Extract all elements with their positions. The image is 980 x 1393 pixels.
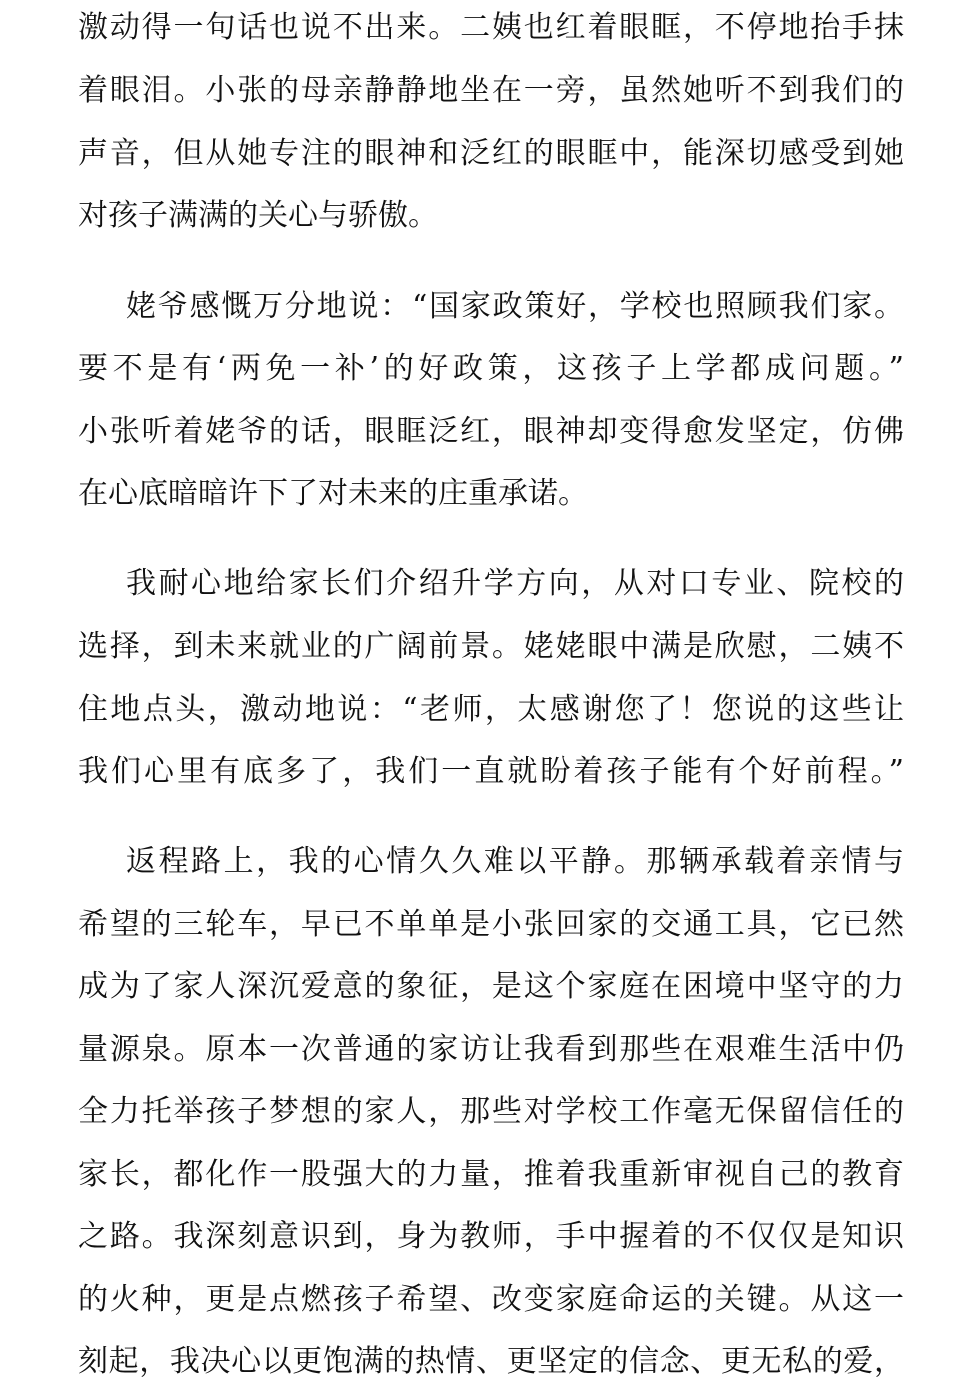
paragraph-4-line-6: 家长，都化作一股强大的力量，推着我重新审视自己的教育	[78, 1157, 904, 1192]
paragraph-4-line-5: 全力托举孩子梦想的家人，那些对学校工作毫无保留信任的	[78, 1094, 904, 1129]
paragraph-4-line-3: 成为了家人深沉爱意的象征，是这个家庭在困境中坚守的力	[78, 969, 904, 1004]
paragraph-2-line-2: 要不是有‘两免一补’的好政策，这孩子上学都成问题。”	[78, 351, 904, 386]
paragraph-4-line-4: 量源泉。原本一次普通的家访让我看到那些在艰难生活中仍	[78, 1032, 904, 1067]
paragraph-4-line-2: 希望的三轮车，早已不单单是小张回家的交通工具，它已然	[78, 907, 904, 942]
paragraph-3-line-1: 我耐心地给家长们介绍升学方向，从对口专业、院校的	[126, 566, 904, 601]
paragraph-3-line-2: 选择，到未来就业的广阔前景。姥姥眼中满是欣慰，二姨不	[78, 629, 904, 664]
paragraph-4-line-8: 的火种，更是点燃孩子希望、改变家庭命运的关键。从这一	[78, 1282, 904, 1317]
paragraph-4-line-7: 之路。我深刻意识到，身为教师，手中握着的不仅仅是知识	[78, 1219, 904, 1254]
paragraph-4-line-1: 返程路上，我的心情久久难以平静。那辆承载着亲情与	[126, 844, 904, 879]
paragraph-1-line-2: 着眼泪。小张的母亲静静地坐在一旁，虽然她听不到我们的	[78, 73, 904, 108]
paragraph-3-line-3: 住地点头，激动地说：“老师，太感谢您了！您说的这些让	[78, 692, 904, 727]
paragraph-1-line-4: 对孩子满满的关心与骄傲。	[78, 198, 438, 233]
paragraph-4-line-9: 刻起，我决心以更饱满的热情、更坚定的信念、更无私的爱，	[78, 1344, 904, 1379]
paragraph-3-line-4: 我们心里有底多了，我们一直就盼着孩子能有个好前程。”	[78, 754, 904, 789]
paragraph-1-line-3: 声音，但从她专注的眼神和泛红的眼眶中，能深切感受到她	[78, 136, 904, 171]
paragraph-2-line-4: 在心底暗暗许下了对未来的庄重承诺。	[78, 476, 588, 511]
paragraph-2-line-3: 小张听着姥爷的话，眼眶泛红，眼神却变得愈发坚定，仿佛	[78, 414, 904, 449]
paragraph-1-line-1: 激动得一句话也说不出来。二姨也红着眼眶，不停地抬手抹	[78, 10, 904, 45]
paragraph-2-line-1: 姥爷感慨万分地说：“国家政策好，学校也照顾我们家。	[126, 289, 904, 324]
